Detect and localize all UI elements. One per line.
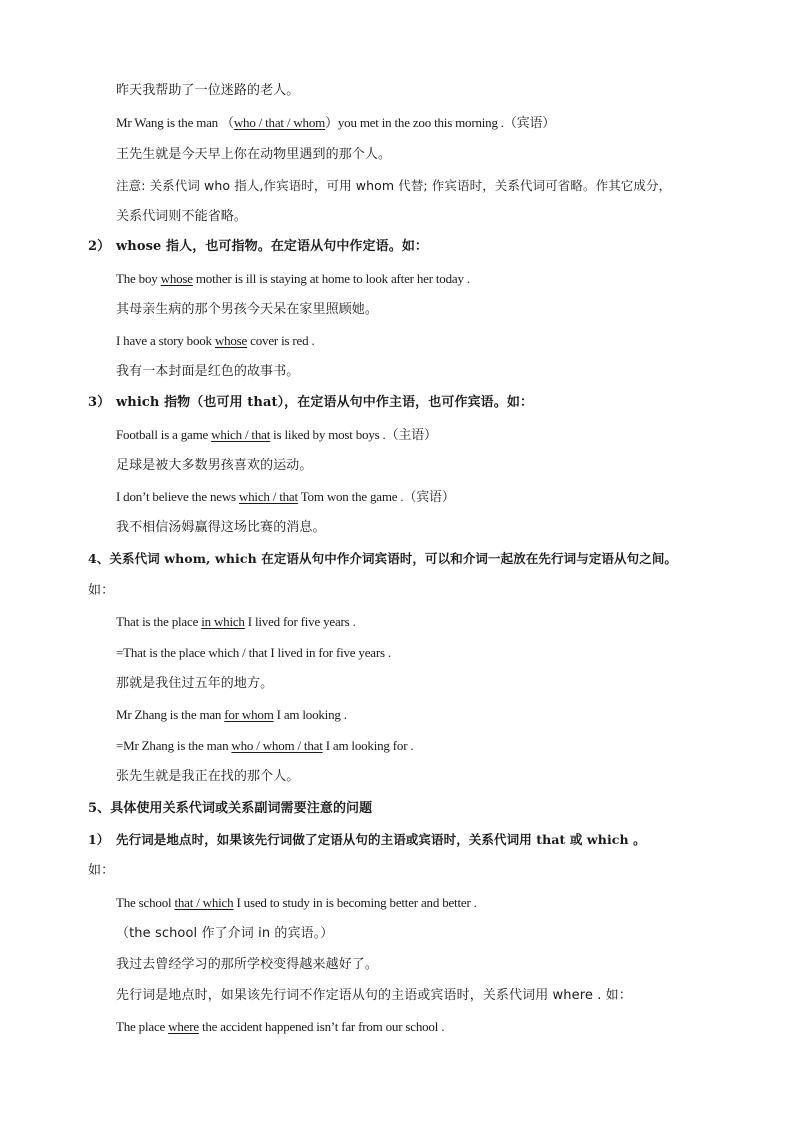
relative-pronoun: that / which bbox=[174, 895, 234, 910]
note-text: 注意: 关系代词 who 指人,作宾语时，可用 whom 代替; 作宾语时，关系代词可省略。作其它成分， bbox=[116, 178, 672, 193]
sentence-start: Football is a game bbox=[116, 427, 212, 442]
sentence-end: I am looking for . bbox=[322, 738, 414, 753]
sentence-start: =Mr Zhang is the man bbox=[116, 738, 232, 753]
example-sentence bbox=[116, 114, 555, 132]
relative-pronoun: in which bbox=[201, 614, 245, 629]
example-intro: 如： bbox=[88, 583, 115, 598]
example-sentence bbox=[116, 706, 347, 724]
sentence-end: the accident happened isn’t far from our school . bbox=[198, 1019, 445, 1034]
chinese-translation: 那就是我住过五年的地方。 bbox=[116, 676, 274, 691]
sentence-start: Mr Wang is the man （ bbox=[116, 115, 234, 130]
chinese-translation: 张先生就是我正在找的那个人。 bbox=[116, 769, 300, 784]
relative-pronoun: which / that bbox=[238, 489, 298, 504]
example-intro: 如： bbox=[88, 863, 115, 878]
chinese-translation: 昨天我帮助了一位迷路的老人。 bbox=[116, 83, 300, 98]
sentence-end: Tom won the game .（宾语） bbox=[297, 489, 455, 504]
sentence-end: ）you met in the zoo this morning .（宾语） bbox=[325, 115, 556, 130]
relative-pronoun: who / that / whom bbox=[233, 115, 326, 130]
chinese-translation: 我过去曾经学习的那所学校变得越来越好了。 bbox=[116, 957, 379, 972]
sentence-start: The place bbox=[116, 1019, 169, 1034]
rule-heading-text: whose 指人，也可指物。在定语从句中作定语。如： bbox=[116, 239, 429, 254]
sentence-start: I don’t believe the news bbox=[116, 489, 239, 504]
relative-pronoun: which / that bbox=[211, 427, 271, 442]
sentence-end: mother is ill is staying at home to look after her today . bbox=[192, 271, 470, 286]
example-sentence bbox=[116, 894, 477, 912]
relative-pronoun: who / whom / that bbox=[231, 738, 323, 753]
grammar-note: （the school 作了介词 in 的宾语。） bbox=[116, 926, 334, 941]
rule-heading bbox=[88, 238, 428, 256]
sentence-start: The school bbox=[116, 895, 175, 910]
relative-pronoun: whose bbox=[214, 333, 248, 348]
sentence-start: That is the place bbox=[116, 614, 202, 629]
example-sentence bbox=[116, 737, 413, 755]
sentence-start: I have a story book bbox=[116, 333, 215, 348]
sentence-end: I am looking . bbox=[273, 707, 347, 722]
sentence-start: The boy bbox=[116, 271, 161, 286]
example-sentence bbox=[116, 270, 470, 288]
note-text: 先行词是地点时，如果该先行词不作定语从句的主语或宾语时，关系代词用 where . 如： bbox=[116, 988, 632, 1003]
chinese-translation: 我有一本封面是红色的故事书。 bbox=[116, 364, 300, 379]
rule-heading-text: which 指物（也可用 that），在定语从句中作主语，也可作宾语。如： bbox=[116, 395, 534, 410]
rule-number: 2） bbox=[88, 239, 111, 254]
rule-heading-text: 先行词是地点时，如果该先行词做了定语从句的主语或宾语时，关系代词用 that 或 which 。 bbox=[116, 832, 646, 847]
rule-number: 1） bbox=[88, 832, 110, 847]
section-heading: 5、具体使用关系代词或关系副词需要注意的问题 bbox=[88, 801, 373, 816]
chinese-translation: 足球是被大多数男孩喜欢的运动。 bbox=[116, 458, 313, 473]
chinese-translation: 其母亲生病的那个男孩今天呆在家里照顾她。 bbox=[116, 302, 379, 317]
example-sentence bbox=[116, 613, 356, 631]
sentence-end: I used to study in is becoming better and better . bbox=[233, 895, 477, 910]
rule-heading bbox=[88, 831, 646, 849]
sentence-end: I lived for five years . bbox=[244, 614, 356, 629]
note-text: 关系代词则不能省略。 bbox=[116, 209, 248, 224]
example-sentence: =That is the place which / that I lived in for five years . bbox=[116, 645, 391, 660]
rule-number: 3） bbox=[88, 395, 111, 410]
section-heading: 4、关系代词 whom, which 在定语从句中作介词宾语时，可以和介词一起放在先行词与定语从句之间。 bbox=[88, 551, 678, 566]
relative-pronoun: whose bbox=[160, 271, 193, 286]
chinese-translation: 王先生就是今天早上你在动物里遇到的那个人。 bbox=[116, 147, 392, 162]
rule-heading bbox=[88, 394, 533, 412]
example-sentence bbox=[116, 426, 437, 444]
relative-pronoun: for whom bbox=[224, 707, 274, 722]
example-sentence bbox=[116, 1018, 444, 1036]
relative-pronoun: where bbox=[168, 1019, 199, 1034]
example-sentence bbox=[116, 332, 315, 350]
sentence-start: Mr Zhang is the man bbox=[116, 707, 225, 722]
sentence-end: is liked by most boys .（主语） bbox=[270, 427, 437, 442]
chinese-translation: 我不相信汤姆赢得这场比赛的消息。 bbox=[116, 520, 326, 535]
sentence-end: cover is red . bbox=[247, 333, 315, 348]
example-sentence bbox=[116, 488, 455, 506]
